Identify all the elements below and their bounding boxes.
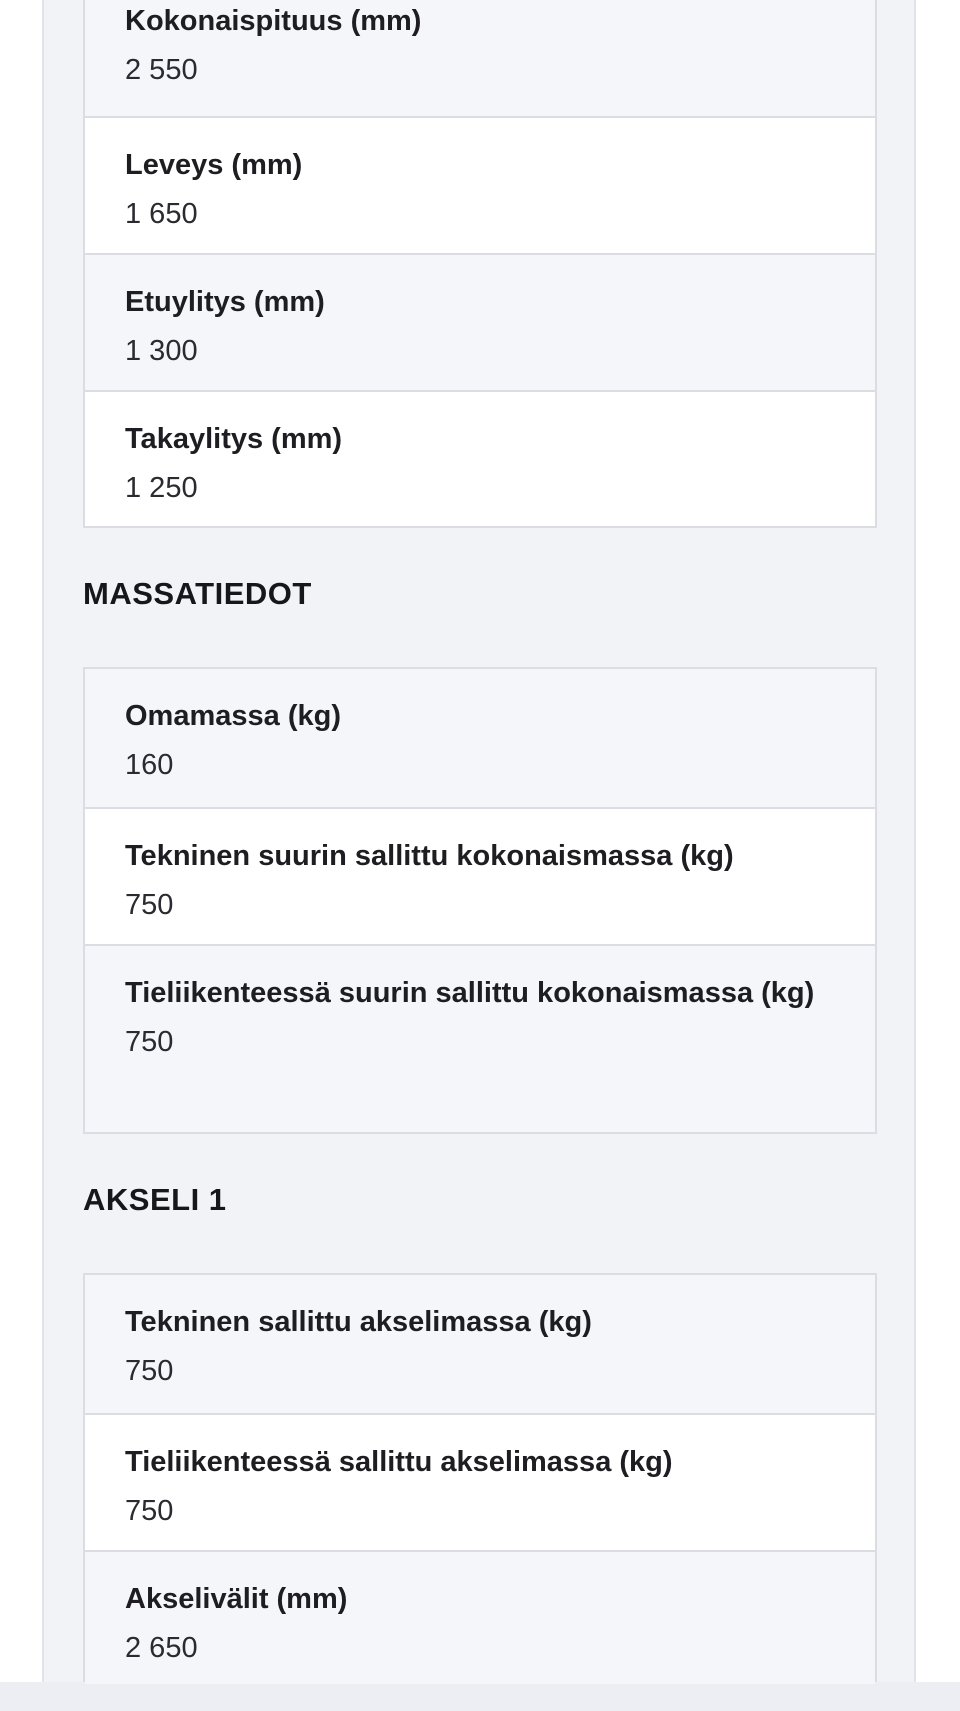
field-value: 1 300 [125,335,198,367]
field-label: Kokonaispituus (mm) [125,5,422,37]
field-label: Etuylitys (mm) [125,286,325,318]
field-value: 750 [125,889,174,921]
field-label: Omamassa (kg) [125,700,341,732]
list-item [85,116,875,253]
field-value: 750 [125,1355,174,1387]
field-value: 1 250 [125,472,198,504]
field-label: Leveys (mm) [125,149,303,181]
dimensions-card [83,0,877,528]
field-label: Akselivälit (mm) [125,1583,348,1615]
mass-card [83,667,877,1134]
field-value: 2 650 [125,1632,198,1664]
list-item [85,253,875,390]
field-value: 750 [125,1026,174,1058]
list-item [85,1275,875,1413]
field-label: Tekninen sallittu akselimassa (kg) [125,1306,592,1338]
axle-card [83,1273,877,1682]
list-item [85,1413,875,1550]
field-label: Tekninen suurin sallittu kokonaismassa (kg) [125,840,734,872]
bottom-strip [0,1682,960,1711]
field-label: Takaylitys (mm) [125,423,343,455]
list-item [85,390,875,526]
field-value: 1 650 [125,198,198,230]
field-label: Tieliikenteessä sallittu akselimassa (kg) [125,1446,673,1478]
list-item [85,669,875,807]
field-label: Tieliikenteessä suurin sallittu kokonaismassa (kg) [125,977,815,1009]
list-item [85,807,875,944]
list-item [85,944,875,1132]
field-value: 750 [125,1495,174,1527]
section-heading-mass: MASSATIEDOT [83,576,312,611]
field-value: 2 550 [125,54,198,86]
field-value: 160 [125,749,174,781]
list-item [85,0,875,116]
list-item [85,1550,875,1684]
section-heading-axle: AKSELI 1 [83,1182,227,1217]
